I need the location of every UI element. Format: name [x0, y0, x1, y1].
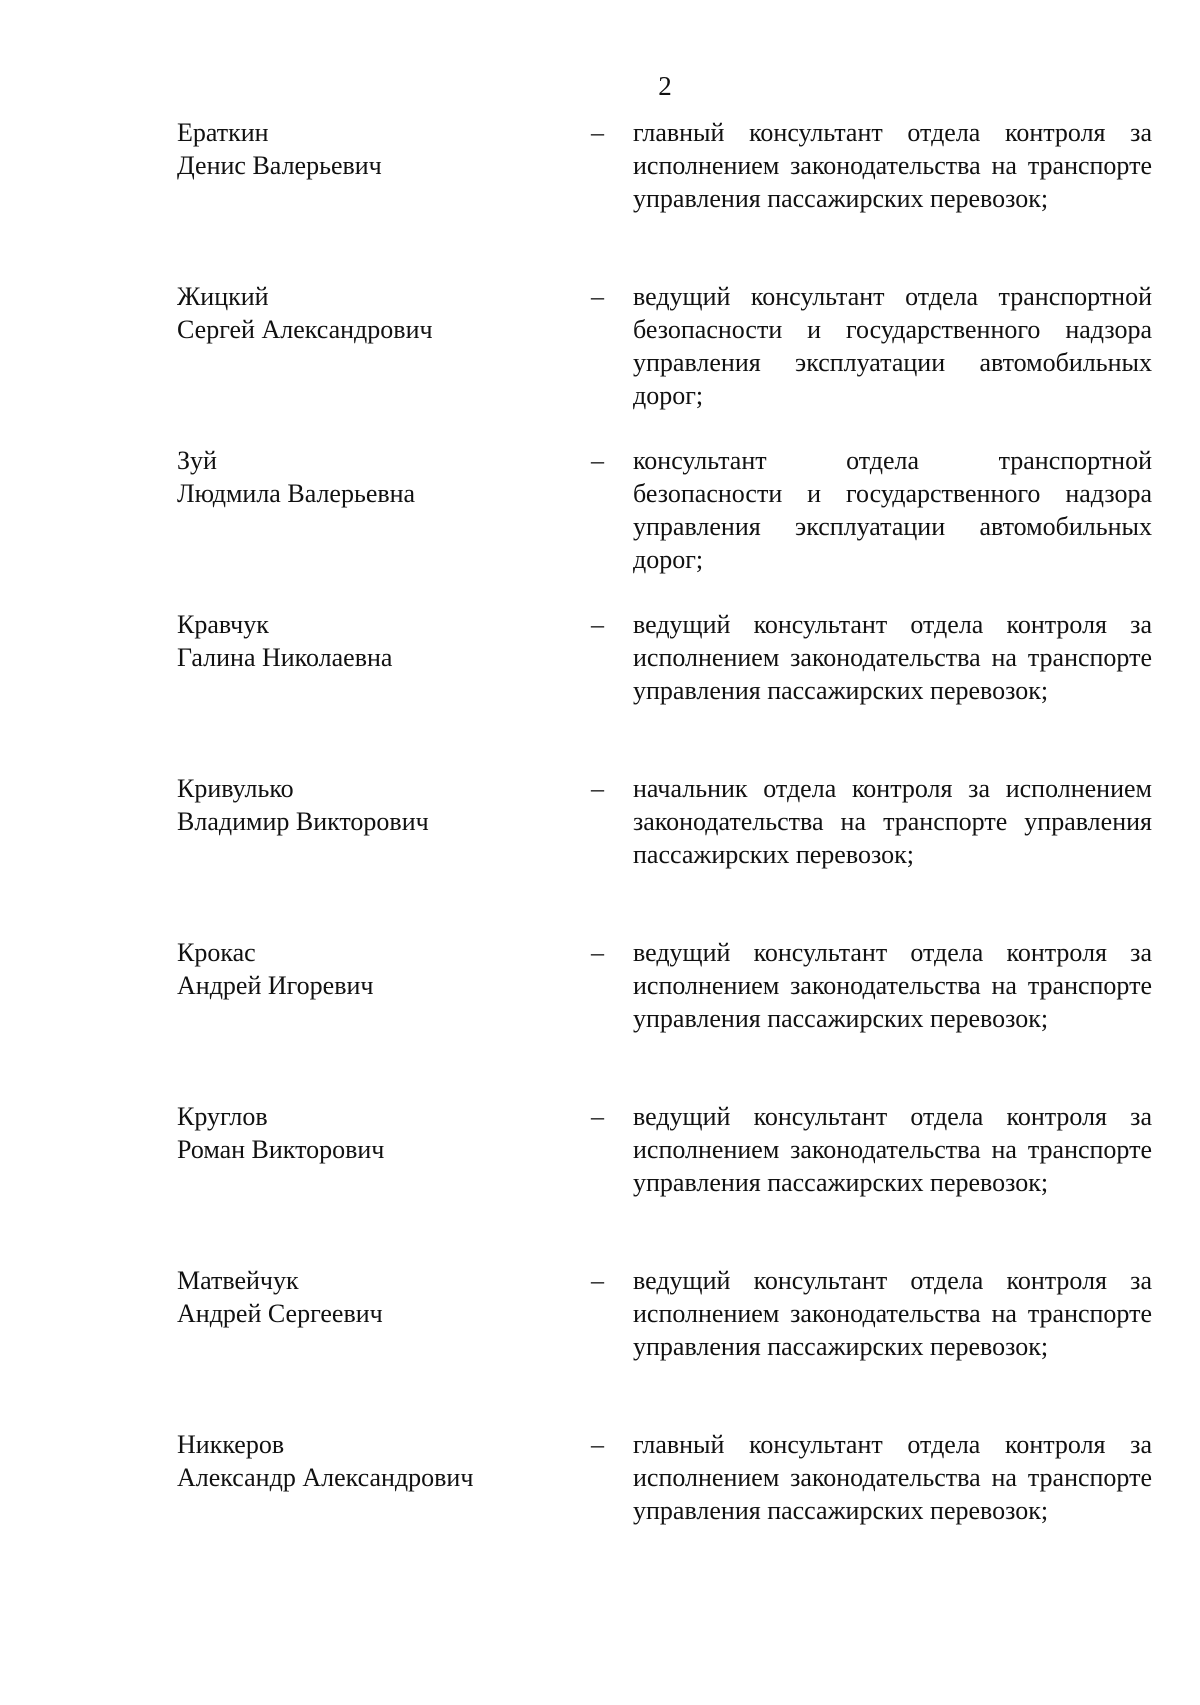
list-item: [177, 608, 1152, 772]
surname: Зуй: [177, 446, 217, 475]
dash-separator: –: [591, 1266, 604, 1295]
given-names: Владимир Викторович: [177, 807, 429, 836]
position-description: главный консультант отдела контроля за исполнением законодательства на транспорте управления пассажирских перевозок;: [633, 118, 1152, 213]
surname: Жицкий: [177, 282, 269, 311]
given-names: Роман Викторович: [177, 1135, 385, 1164]
given-names: Людмила Валерьевна: [177, 479, 416, 508]
given-names: Андрей Сергеевич: [177, 1299, 383, 1328]
dash-separator: –: [591, 938, 604, 967]
surname: Кривулько: [177, 774, 294, 803]
surname: Никкеров: [177, 1430, 285, 1459]
dash-separator: –: [591, 282, 604, 311]
person-name: [177, 1100, 577, 1166]
person-name: [177, 772, 577, 838]
list-item: [177, 444, 1152, 608]
list-item: [177, 772, 1152, 936]
dash-separator: –: [591, 118, 604, 147]
personnel-list: [177, 116, 1152, 1592]
person-name: [177, 1428, 577, 1494]
position-description: ведущий консультант отдела контроля за исполнением законодательства на транспорте управления пассажирских перевозок;: [633, 1102, 1152, 1197]
page-number: 2: [658, 71, 672, 101]
position-description: начальник отдела контроля за исполнением законодательства на транспорте управления пассажирских перевозок;: [633, 774, 1152, 869]
position-description: ведущий консультант отдела контроля за исполнением законодательства на транспорте управления пассажирских перевозок;: [633, 938, 1152, 1033]
given-names: Сергей Александрович: [177, 315, 433, 344]
position-description: ведущий консультант отдела контроля за исполнением законодательства на транспорте управления пассажирских перевозок;: [633, 1266, 1152, 1361]
list-item: [177, 936, 1152, 1100]
given-names: Андрей Игоревич: [177, 971, 374, 1000]
list-item: [177, 116, 1152, 280]
person-name: [177, 1264, 577, 1330]
list-item: [177, 280, 1152, 444]
list-item: [177, 1100, 1152, 1264]
position-description: ведущий консультант отдела контроля за исполнением законодательства на транспорте управления пассажирских перевозок;: [633, 610, 1152, 705]
given-names: Александр Александрович: [177, 1463, 474, 1492]
surname: Круглов: [177, 1102, 268, 1131]
dash-separator: –: [591, 1430, 604, 1459]
position-description: главный консультант отдела контроля за исполнением законодательства на транспорте управления пассажирских перевозок;: [633, 1430, 1152, 1525]
dash-separator: –: [591, 446, 604, 475]
person-name: [177, 936, 577, 1002]
surname: Ераткин: [177, 118, 269, 147]
surname: Матвейчук: [177, 1266, 299, 1295]
person-name: [177, 608, 577, 674]
position-description: ведущий консультант отдела транспортной безопасности и государственного надзора управления эксплуатации автомобильных дорог;: [633, 282, 1152, 410]
list-item: [177, 1264, 1152, 1428]
dash-separator: –: [591, 774, 604, 803]
person-name: [177, 116, 577, 182]
list-item: [177, 1428, 1152, 1592]
dash-separator: –: [591, 1102, 604, 1131]
surname: Крокас: [177, 938, 256, 967]
surname: Кравчук: [177, 610, 269, 639]
position-description: консультант отдела транспортной безопасности и государственного надзора управления эксплуатации автомобильных дорог;: [633, 446, 1152, 574]
person-name: [177, 280, 577, 346]
dash-separator: –: [591, 610, 604, 639]
given-names: Галина Николаевна: [177, 643, 393, 672]
person-name: [177, 444, 577, 510]
given-names: Денис Валерьевич: [177, 151, 382, 180]
